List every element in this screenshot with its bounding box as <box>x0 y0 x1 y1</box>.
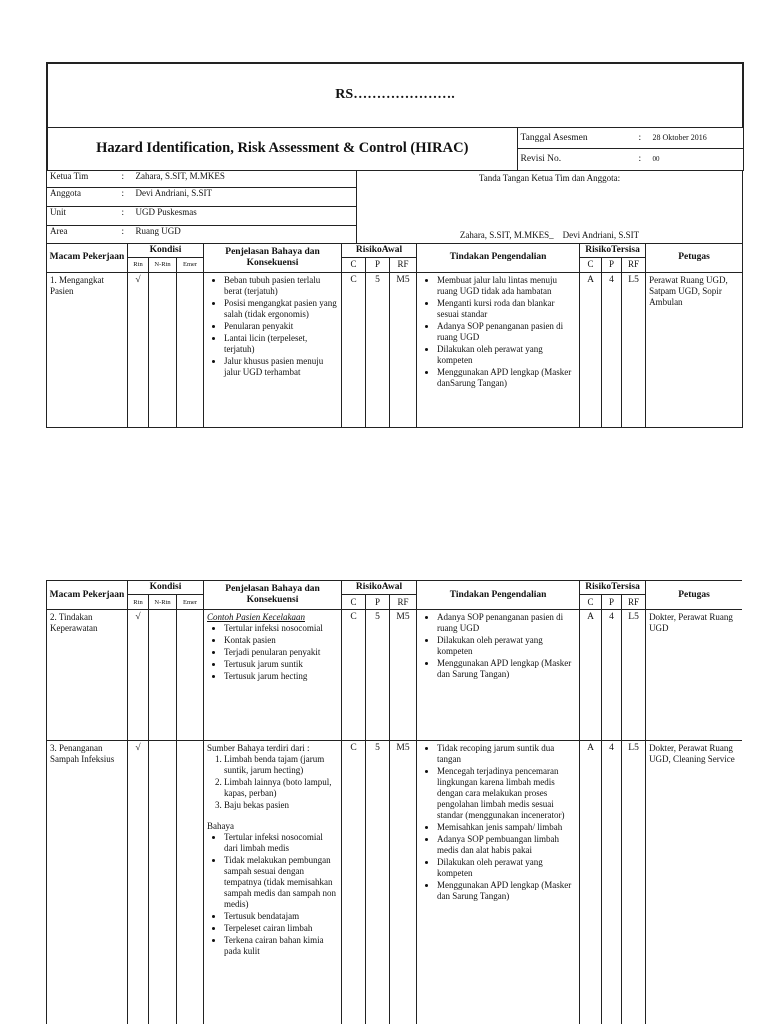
revisi-sep: : <box>638 154 642 164</box>
col-macam: Macam Pekerjaan <box>47 243 128 272</box>
tindakan-list <box>420 275 576 389</box>
col-tindakan: Tindakan Pengendalian <box>417 243 580 272</box>
info-label: Unit <box>47 206 122 225</box>
tanggal-value: 28 Oktober 2016 <box>652 132 707 142</box>
list-item: • Tertusuk bendatajam <box>224 911 338 922</box>
list-item: • Menggunakan APD lengkap (Masker dan Sarung Tangan) <box>437 880 576 902</box>
info-sep: : <box>122 170 136 187</box>
col-rf2: RF <box>622 257 646 272</box>
col-kondisi: Kondisi <box>128 581 204 595</box>
rf2-cell: L5 <box>622 741 646 1024</box>
list-item: • Posisi mengangkat pasien yang salah (tidak ergonomis) <box>224 298 338 320</box>
col-kondisi: Kondisi <box>128 243 204 257</box>
info-value: Ruang UGD <box>136 225 357 243</box>
info-value: Zahara, S.SIT, M.MKES <box>136 170 357 187</box>
list-item: • Beban tubuh pasien terlalu berat (terjatuh) <box>224 275 338 297</box>
list-item: • Dilakukan oleh perawat yang kompeten <box>437 635 576 657</box>
info-sep: : <box>122 187 136 206</box>
c2-cell: A <box>580 610 602 741</box>
rf2-cell: L5 <box>622 610 646 741</box>
list-item: 1. Limbah benda tajam (jarum suntik, jarum hecting) <box>224 754 338 776</box>
list-item: • Tertular infeksi nosocomial <box>224 623 338 634</box>
rf-cell: M5 <box>390 272 417 427</box>
tanggal-label: Tanggal Asesmen <box>520 132 588 143</box>
tindakan-list <box>420 743 576 902</box>
nrtn-cell <box>149 741 177 1024</box>
info-label: Ketua Tim <box>47 170 122 187</box>
list-item: • Dilakukan oleh perawat yang kompeten <box>437 857 576 879</box>
col-rtn: Rtn <box>128 595 149 610</box>
list-item: • Terjadi penularan penyakit <box>224 647 338 658</box>
col-nrtn: N-Rtn <box>149 257 177 272</box>
emer-cell <box>177 272 204 427</box>
list-item: • Menggunakan APD lengkap (Masker dan Sarung Tangan) <box>437 658 576 680</box>
signature-box <box>357 170 743 243</box>
hirac-table-1 <box>46 243 743 428</box>
rtn-cell: √ <box>128 272 149 427</box>
col-petugas: Petugas <box>646 243 743 272</box>
p2-cell: 4 <box>602 272 622 427</box>
nrtn-cell <box>149 272 177 427</box>
info-label: Anggota <box>47 187 122 206</box>
list-item: • Tertusuk jarum hecting <box>224 671 338 682</box>
bahaya-cell <box>204 741 342 1024</box>
petugas-cell: Dokter, Perawat Ruang UGD <box>646 610 742 741</box>
c2-cell: A <box>580 741 602 1024</box>
info-sep: : <box>122 206 136 225</box>
col-rtn: Rtn <box>128 257 149 272</box>
table-row <box>47 610 743 741</box>
list-item: • Tertusuk jarum suntik <box>224 659 338 670</box>
col-risiko-awal: RisikoAwal <box>342 581 417 595</box>
rf-cell: M5 <box>390 741 417 1024</box>
list-item: • Mencegah terjadinya pencemaran lingkungan karena limbah medis dengan cara melakukan proses pengolahan limbah medis sesuai standar (menggunakan incenerator) <box>437 766 576 821</box>
col-risiko-tersisa: RisikoTersisa <box>580 243 646 257</box>
info-value: UGD Puskesmas <box>136 206 357 225</box>
list-item: • Kontak pasien <box>224 635 338 646</box>
col-petugas: Petugas <box>646 581 742 610</box>
hirac-sheet-1 <box>46 62 742 434</box>
sumber-list <box>207 754 338 811</box>
c2-cell: A <box>580 272 602 427</box>
tanggal-row <box>517 127 743 148</box>
c-cell: C <box>342 272 366 427</box>
list-item: • Membuat jalur lalu lintas menuju ruang UGD tidak ada hambatan <box>437 275 576 297</box>
bahaya-list <box>207 832 338 957</box>
list-item: 2. Limbah lainnya (boto lampul, kapas, perban) <box>224 777 338 799</box>
list-item: • Tidak melakukan pembungan sampah sesuai dengan tempatnya (tidak memisahkan sampah medis dan sampah non medis) <box>224 855 338 910</box>
list-item: • Dilakukan oleh perawat yang kompeten <box>437 344 576 366</box>
rs-title: RS…………………. <box>47 63 743 127</box>
col-rf: RF <box>390 595 417 610</box>
revisi-row <box>517 148 743 170</box>
list-item: • Adanya SOP pembuangan limbah medis dan alat habis pakai <box>437 834 576 856</box>
p-cell: 5 <box>366 272 390 427</box>
col-c2: C <box>580 595 602 610</box>
tanggal-sep: : <box>638 132 642 143</box>
signature-names: Zahara, S.SIT, M.MKES_ Devi Andriani, S.SIT <box>459 229 640 240</box>
hirac-table-2 <box>46 580 742 1024</box>
bahaya-cell <box>204 272 342 427</box>
col-macam: Macam Pekerjaan <box>47 581 128 610</box>
col-penjelasan: Penjelasan Bahaya dan Konsekuensi <box>204 581 342 610</box>
list-item: • Adanya SOP penanganan pasien di ruang UGD <box>437 321 576 343</box>
rtn-cell: √ <box>128 741 149 1024</box>
col-rf2: RF <box>622 595 646 610</box>
col-penjelasan: Penjelasan Bahaya dan Konsekuensi <box>204 243 342 272</box>
hirac-sheet-2 <box>46 580 742 1024</box>
col-risiko-awal: RisikoAwal <box>342 243 417 257</box>
macam-cell: 2. Tindakan Keperawatan <box>47 610 128 741</box>
list-item: • Jalur khusus pasien menuju jalur UGD terhambat <box>224 356 338 378</box>
list-item: 3. Baju bekas pasien <box>224 800 338 811</box>
col-risiko-tersisa: RisikoTersisa <box>580 581 646 595</box>
macam-cell: 3. Penanganan Sampah Infeksius <box>47 741 128 1024</box>
rf2-cell: L5 <box>622 272 646 427</box>
p2-cell: 4 <box>602 610 622 741</box>
p2-cell: 4 <box>602 741 622 1024</box>
p-cell: 5 <box>366 741 390 1024</box>
list-item: • Memisahkan jenis sampah/ limbah <box>437 822 576 833</box>
bahaya-intro: Contoh Pasien Kecelakaan <box>207 612 305 622</box>
signature-title: Tanda Tangan Ketua Tim dan Anggota: <box>478 172 621 183</box>
col-p: P <box>366 595 390 610</box>
col-p2: P <box>602 595 622 610</box>
info-value: Devi Andriani, S.SIT <box>136 187 357 206</box>
bahaya-list <box>207 623 338 682</box>
col-rf: RF <box>390 257 417 272</box>
macam-cell: 1. Mengangkat Pasien <box>47 272 128 427</box>
col-p: P <box>366 257 390 272</box>
list-item: • Tidak recoping jarum suntik dua tangan <box>437 743 576 765</box>
tindakan-cell <box>417 272 580 427</box>
list-item: • Penularan penyakit <box>224 321 338 332</box>
table-row <box>47 272 743 427</box>
rf-cell: M5 <box>390 610 417 741</box>
c-cell: C <box>342 610 366 741</box>
hirac-title: Hazard Identification, Risk Assessment & Control (HIRAC) <box>47 127 517 170</box>
list-item: • Terkena cairan bahan kimia pada kulit <box>224 935 338 957</box>
list-item: • Lantai licin (terpeleset, terjatuh) <box>224 333 338 355</box>
col-emer: Emer <box>177 257 204 272</box>
emer-cell <box>177 610 204 741</box>
revisi-value: 00 <box>652 155 660 163</box>
c-cell: C <box>342 741 366 1024</box>
emer-cell <box>177 741 204 1024</box>
table-row <box>47 741 743 1024</box>
tindakan-cell <box>417 741 580 1024</box>
revisi-label: Revisi No. <box>520 154 562 164</box>
petugas-cell: Dokter, Perawat Ruang UGD, Cleaning Service <box>646 741 742 1024</box>
col-emer: Emer <box>177 595 204 610</box>
col-c: C <box>342 595 366 610</box>
list-item: • Terpeleset cairan limbah <box>224 923 338 934</box>
col-c: C <box>342 257 366 272</box>
petugas-cell: Perawat Ruang UGD, Satpam UGD, Sopir Ambulan <box>646 272 743 427</box>
list-item: • Tertular infeksi nosocomial dari limbah medis <box>224 832 338 854</box>
bahaya-cell <box>204 610 342 741</box>
p-cell: 5 <box>366 610 390 741</box>
list-item: • Menganti kursi roda dan blankar sesuai standar <box>437 298 576 320</box>
list-item: • Adanya SOP penanganan pasien di ruang UGD <box>437 612 576 634</box>
header-table <box>46 62 744 171</box>
col-tindakan: Tindakan Pengendalian <box>417 581 580 610</box>
info-sep: : <box>122 225 136 243</box>
bahaya-label: Bahaya <box>207 821 235 831</box>
col-c2: C <box>580 257 602 272</box>
col-p2: P <box>602 257 622 272</box>
tindakan-list <box>420 612 576 680</box>
info-label: Area <box>47 225 122 243</box>
col-nrtn: N-Rtn <box>149 595 177 610</box>
sumber-intro: Sumber Bahaya terdiri dari : <box>207 743 310 753</box>
bahaya-list <box>207 275 338 378</box>
rtn-cell: √ <box>128 610 149 741</box>
nrtn-cell <box>149 610 177 741</box>
list-item: • Menggunakan APD lengkap (Masker danSarung Tangan) <box>437 367 576 389</box>
info-table <box>46 170 743 244</box>
tindakan-cell <box>417 610 580 741</box>
